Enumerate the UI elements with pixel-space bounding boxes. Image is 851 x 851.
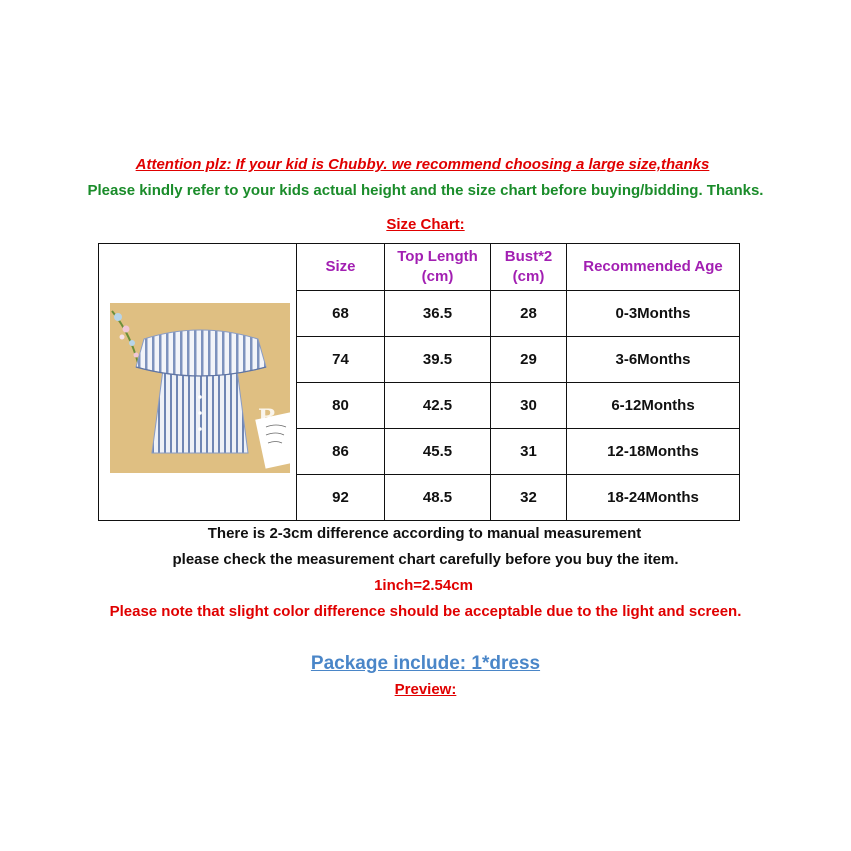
attention-notice: Attention plz: If your kid is Chubby. we recommend choosing a large size,thanks xyxy=(135,156,710,173)
column-header-recommended-age xyxy=(567,244,740,291)
size-cell: 86 xyxy=(297,429,385,475)
top-length-cell: 48.5 xyxy=(385,475,491,521)
top-length-cell: 45.5 xyxy=(385,429,491,475)
measurement-difference-note: There is 2-3cm difference according to manual measurement xyxy=(207,525,642,542)
age-cell: 12-18Months xyxy=(567,429,740,475)
table-header-row xyxy=(99,244,740,291)
column-header-top-length-unit: (cm) xyxy=(421,268,454,285)
column-header-size-label: Size xyxy=(325,258,356,275)
bust-cell: 28 xyxy=(491,291,567,337)
preview-heading: Preview: xyxy=(394,681,457,698)
product-image-cell xyxy=(99,244,297,521)
refer-size-chart-notice: Please kindly refer to your kids actual height and the size chart before buying/bidding. Thanks. xyxy=(87,182,764,199)
size-chart-title: Size Chart: xyxy=(386,216,465,233)
size-cell: 74 xyxy=(297,337,385,383)
inch-conversion-note: 1inch=2.54cm xyxy=(374,577,473,594)
column-header-top-length-label: Top Length xyxy=(397,248,478,265)
age-cell: 0-3Months xyxy=(567,291,740,337)
size-cell: 92 xyxy=(297,475,385,521)
top-length-cell: 36.5 xyxy=(385,291,491,337)
column-header-recommended-age-label: Recommended Age xyxy=(583,258,723,275)
check-chart-note: please check the measurement chart carefully before you buy the item. xyxy=(172,551,679,568)
top-length-cell: 39.5 xyxy=(385,337,491,383)
svg-text:B: B xyxy=(258,405,277,431)
age-cell: 18-24Months xyxy=(567,475,740,521)
bust-cell: 32 xyxy=(491,475,567,521)
color-difference-note: Please note that slight color difference should be acceptable due to the light and screen. xyxy=(109,603,742,620)
striped-dress-photo xyxy=(110,303,290,473)
column-header-bust-unit: (cm) xyxy=(512,268,545,285)
bust-cell: 29 xyxy=(491,337,567,383)
size-cell: 68 xyxy=(297,291,385,337)
age-cell: 6-12Months xyxy=(567,383,740,429)
bust-cell: 31 xyxy=(491,429,567,475)
column-header-bust xyxy=(491,244,567,291)
column-header-bust-label: Bust*2 xyxy=(504,248,553,265)
age-cell: 3-6Months xyxy=(567,337,740,383)
column-header-top-length xyxy=(385,244,491,291)
column-header-size xyxy=(297,244,385,291)
size-chart-table xyxy=(98,243,740,521)
top-length-cell: 42.5 xyxy=(385,383,491,429)
package-include-link: Package include: 1*dress xyxy=(310,653,541,674)
size-cell: 80 xyxy=(297,383,385,429)
bust-cell: 30 xyxy=(491,383,567,429)
